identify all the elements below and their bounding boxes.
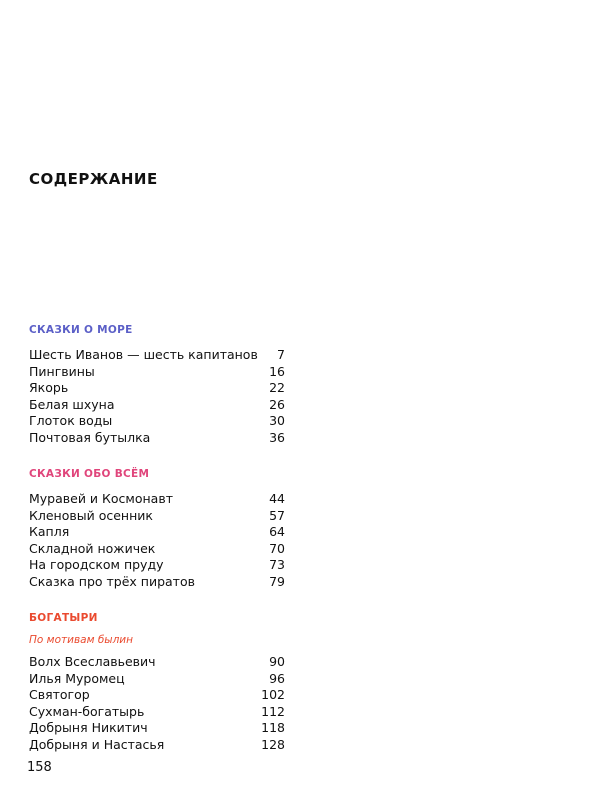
toc-entry-page: 79 — [269, 573, 285, 589]
toc-entry-page: 73 — [269, 557, 285, 572]
toc-entry-title: Почтовая бутылка — [29, 429, 151, 445]
toc-entry-title: Сухман-богатырь — [29, 703, 145, 719]
toc-entry[interactable] — [29, 654, 285, 671]
toc-entry-page: 44 — [269, 491, 285, 506]
toc-entry-page: 118 — [261, 720, 285, 735]
toc-entry-page: 128 — [261, 736, 285, 752]
toc-entry-title: Якорь — [29, 380, 69, 395]
toc-entry-page: 26 — [269, 396, 285, 412]
toc-entry-title: Сказка про трёх пиратов — [29, 573, 195, 589]
toc-entry[interactable] — [29, 364, 285, 381]
page-number: 158 — [27, 760, 52, 775]
toc-entry[interactable] — [29, 720, 285, 737]
toc-entry-page: 112 — [261, 703, 285, 719]
toc-entry-page: 36 — [269, 429, 285, 445]
toc-entry-title: Складной ножичек — [29, 540, 156, 556]
toc-entry-title: Святогор — [29, 687, 90, 702]
toc-entry-title: Добрыня и Настасья — [29, 736, 165, 752]
toc-entry-title: Илья Муромец — [29, 670, 125, 686]
toc-entry-page: 57 — [269, 507, 285, 523]
toc-entry[interactable] — [29, 347, 285, 364]
toc-entry-title: На городском пруду — [29, 557, 164, 572]
section-sea-tales — [29, 323, 285, 446]
toc-entry[interactable] — [29, 574, 285, 591]
section-bogatyrs — [29, 611, 285, 753]
toc-entry-page: 96 — [269, 670, 285, 686]
toc-entry[interactable] — [29, 737, 285, 754]
toc-entry-page: 22 — [269, 380, 285, 395]
toc-entry[interactable] — [29, 413, 285, 430]
toc-list — [29, 491, 285, 590]
section-tales-about-everything — [29, 467, 285, 590]
toc-entry-page: 64 — [269, 524, 285, 539]
toc-entry-page: 90 — [269, 654, 285, 669]
toc-entry-title: Глоток воды — [29, 413, 113, 428]
section-subtitle: По мотивам былин — [29, 634, 133, 646]
toc-entry[interactable] — [29, 397, 285, 414]
section-heading: СКАЗКИ ОБО ВСЁМ — [29, 468, 150, 480]
toc-entry-page: 102 — [261, 687, 285, 702]
toc-entry[interactable] — [29, 380, 285, 397]
toc-entry-title: Добрыня Никитич — [29, 720, 148, 735]
toc-entry[interactable] — [29, 541, 285, 558]
toc-entry[interactable] — [29, 687, 285, 704]
toc-entry[interactable] — [29, 430, 285, 447]
toc-entry[interactable] — [29, 508, 285, 525]
toc-entry-title: Волх Всеславьевич — [29, 654, 156, 669]
toc-entry-title: Муравей и Космонавт — [29, 491, 173, 506]
toc-list — [29, 654, 285, 753]
toc-entry-page: 7 — [277, 347, 285, 362]
page-title: СОДЕРЖАНИЕ — [29, 170, 158, 188]
toc-entry-page: 70 — [269, 540, 285, 556]
toc-entry-title: Белая шхуна — [29, 396, 115, 412]
toc-entry-title: Пингвины — [29, 363, 95, 379]
toc-entry[interactable] — [29, 524, 285, 541]
toc-list — [29, 347, 285, 446]
toc-entry[interactable] — [29, 557, 285, 574]
section-heading: СКАЗКИ О МОРЕ — [29, 324, 133, 336]
toc-entry-page: 16 — [269, 363, 285, 379]
toc-entry-title: Капля — [29, 524, 70, 539]
toc-entry[interactable] — [29, 671, 285, 688]
toc-entry-title: Шесть Иванов — шесть капитанов — [29, 347, 258, 362]
toc-entry[interactable] — [29, 491, 285, 508]
toc-entry[interactable] — [29, 704, 285, 721]
toc-entry-page: 30 — [269, 413, 285, 428]
toc-entry-title: Кленовый осенник — [29, 507, 153, 523]
section-heading: БОГАТЫРИ — [29, 612, 98, 624]
